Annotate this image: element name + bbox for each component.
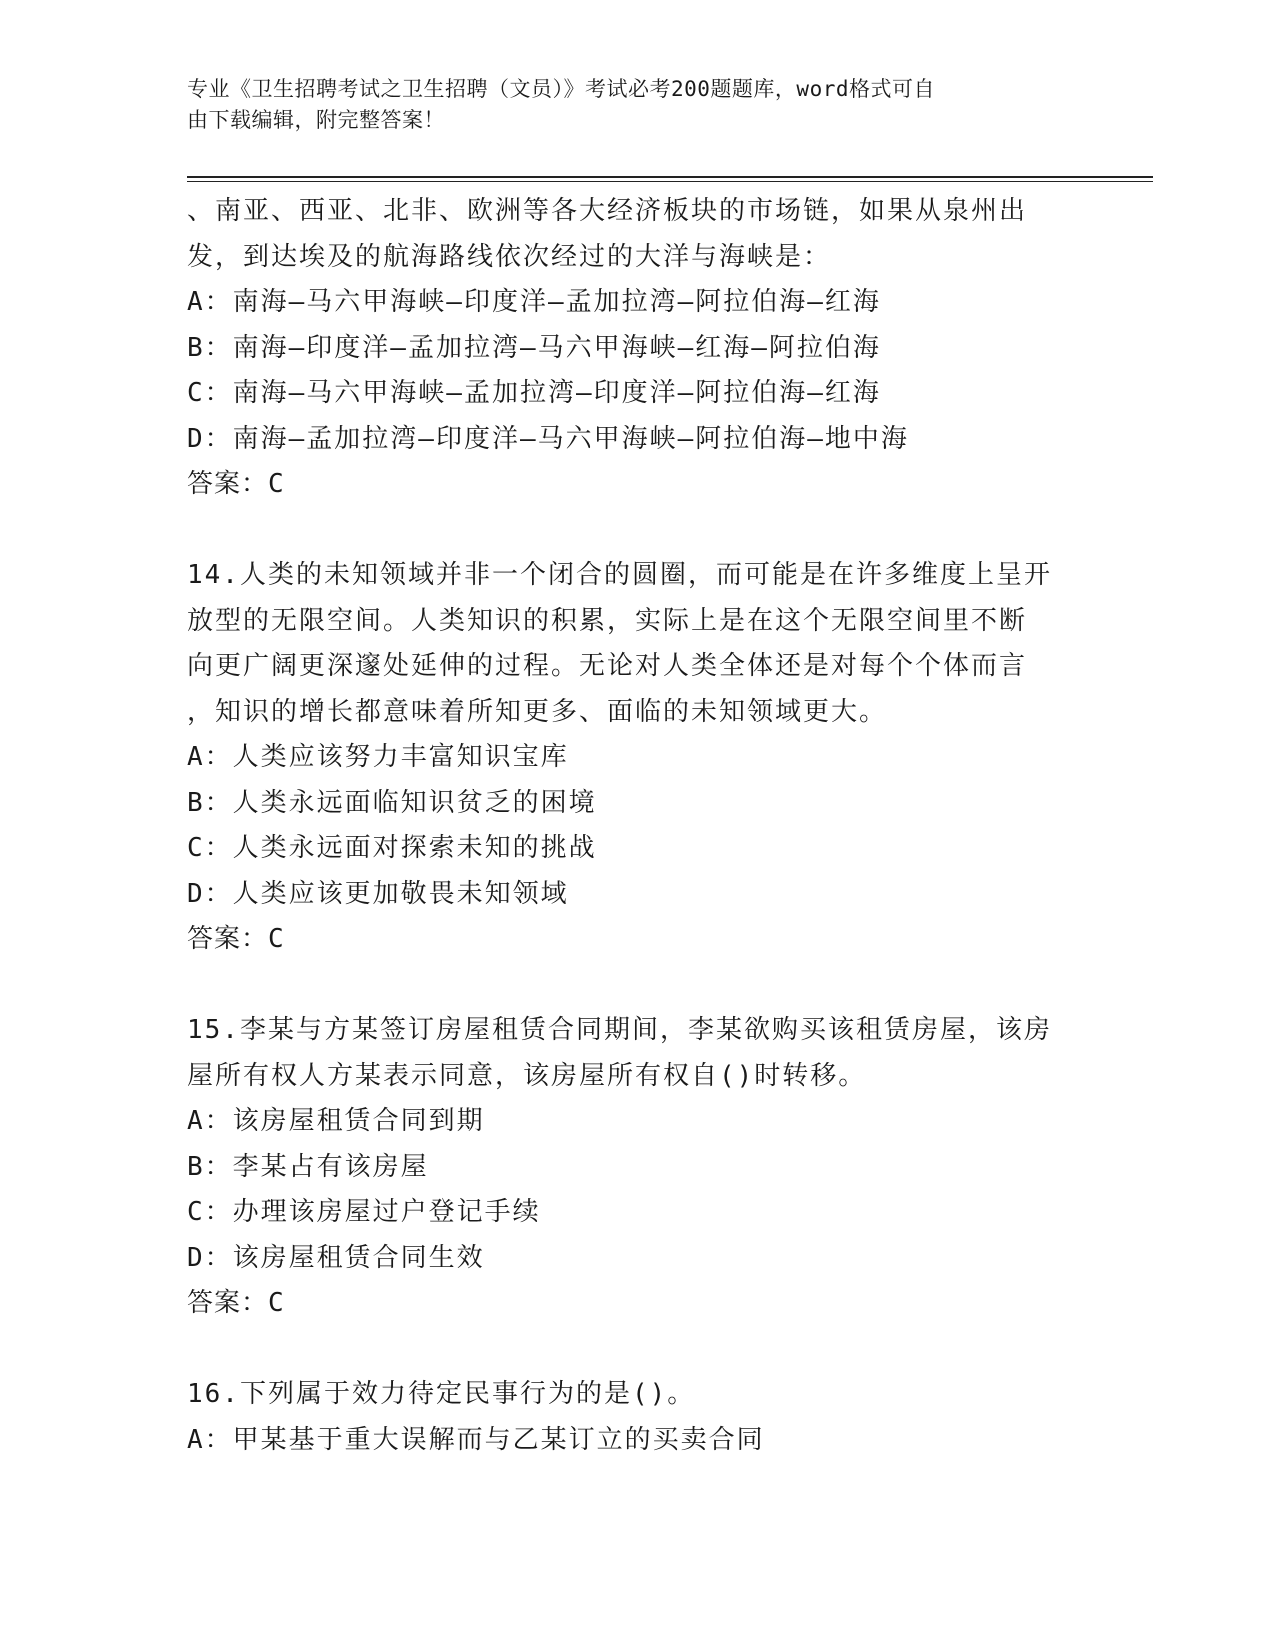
- answer-line: 答案：C: [187, 1288, 285, 1318]
- question-13: [187, 189, 1087, 508]
- option-c: C：办理该房屋过户登记手续: [187, 1197, 541, 1227]
- header-divider-thick: [187, 176, 1153, 178]
- answer-line: 答案：C: [187, 924, 285, 954]
- answer-line: 答案：C: [187, 469, 285, 499]
- header-line-2: 由下载编辑，附完整答案！: [187, 108, 445, 132]
- question-stem-line: ，知识的增长都意味着所知更多、面临的未知领域更大。: [187, 696, 888, 727]
- option-a: A：人类应该努力丰富知识宝库: [187, 742, 569, 772]
- option-d: D：南海—孟加拉湾—印度洋—马六甲海峡—阿拉伯海—地中海: [187, 423, 909, 454]
- question-stem-line: 屋所有权人方某表示同意，该房屋所有权自()时转移。: [187, 1060, 867, 1091]
- header-divider-thin: [187, 181, 1153, 182]
- question-stem-line: 14.人类的未知领域并非一个闭合的圆圈，而可能是在许多维度上呈开: [187, 560, 1052, 590]
- question-stem-line: 放型的无限空间。人类知识的积累，实际上是在这个无限空间里不断: [187, 605, 1028, 636]
- option-a: A：南海—马六甲海峡—印度洋—孟加拉湾—阿拉伯海—红海: [187, 287, 881, 317]
- option-a: A：甲某基于重大误解而与乙某订立的买卖合同: [187, 1424, 765, 1455]
- document-header: [187, 74, 1087, 136]
- question-stem-line: 15.李某与方某签订房屋租赁合同期间，李某欲购买该租赁房屋，该房: [187, 1015, 1052, 1045]
- option-a: A：该房屋租赁合同到期: [187, 1106, 485, 1136]
- question-14: [187, 553, 1087, 963]
- option-c: C：人类永远面对探索未知的挑战: [187, 833, 597, 863]
- question-stem-line: 、南亚、西亚、北非、欧洲等各大经济板块的市场链，如果从泉州出: [187, 196, 1028, 226]
- question-16: [187, 1372, 1087, 1463]
- option-d: D：人类应该更加敬畏未知领域: [187, 878, 569, 909]
- option-b: B：南海—印度洋—孟加拉湾—马六甲海峡—红海—阿拉伯海: [187, 332, 881, 363]
- option-b: B：李某占有该房屋: [187, 1151, 429, 1182]
- question-stem-line: 16.下列属于效力待定民事行为的是()。: [187, 1379, 696, 1409]
- header-line-1: 专业《卫生招聘考试之卫生招聘（文员）》考试必考200题题库，word格式可自: [187, 77, 935, 101]
- question-spacer: [187, 1327, 1087, 1373]
- question-15: [187, 1008, 1087, 1327]
- question-stem-line: 向更广阔更深邃处延伸的过程。无论对人类全体还是对每个个体而言: [187, 651, 1028, 681]
- question-spacer: [187, 963, 1087, 1009]
- document-body: [187, 189, 1087, 1463]
- option-b: B：人类永远面临知识贫乏的困境: [187, 787, 597, 818]
- option-d: D：该房屋租赁合同生效: [187, 1242, 485, 1273]
- question-spacer: [187, 508, 1087, 554]
- option-c: C：南海—马六甲海峡—孟加拉湾—印度洋—阿拉伯海—红海: [187, 378, 881, 408]
- question-stem-line: 发，到达埃及的航海路线依次经过的大洋与海峡是：: [187, 241, 832, 272]
